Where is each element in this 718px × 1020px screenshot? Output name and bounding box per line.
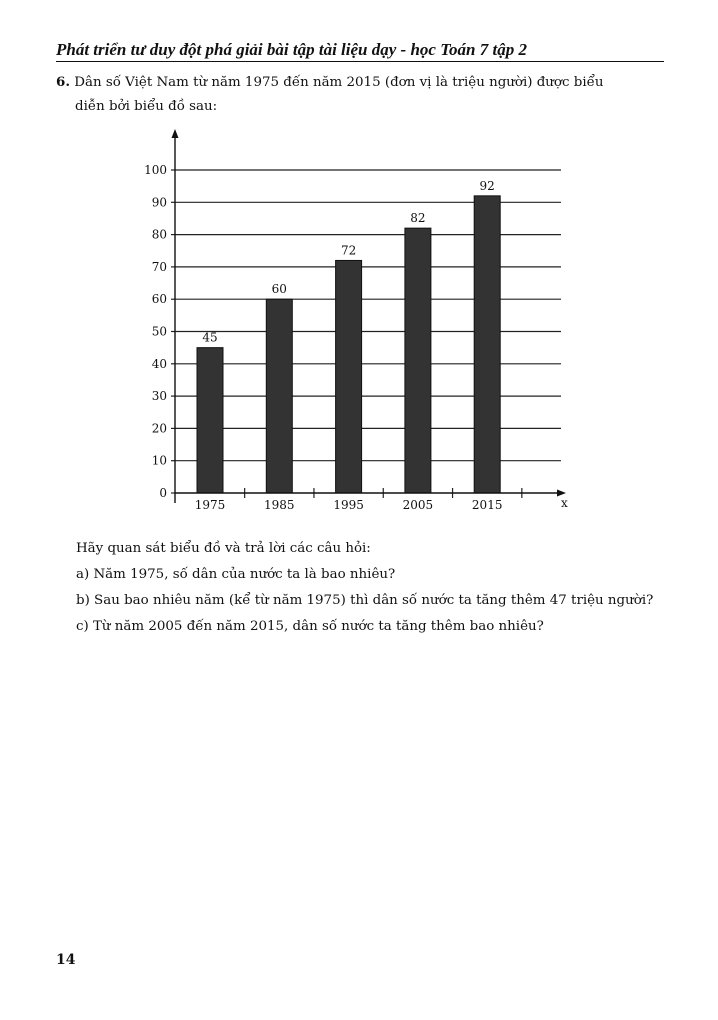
bar (336, 260, 362, 493)
problem-text-line2: diễn bởi biểu đồ sau: (75, 99, 218, 114)
y-tick-label: 50 (151, 324, 167, 339)
running-header: Phát triển tư duy đột phá giải bài tập tài liệu dạy - học Toán 7 tập 2 (56, 40, 527, 59)
problem-statement (56, 70, 666, 119)
x-tick-label: 1995 (333, 498, 364, 512)
y-axis-arrow (172, 129, 179, 138)
x-tick-label: 1985 (264, 498, 295, 512)
page-number: 14 (56, 952, 76, 968)
chart-canvas (130, 126, 580, 518)
y-tick-label: 70 (151, 259, 167, 274)
y-tick-label: 60 (151, 292, 167, 307)
problem-text-line1: Dân số Việt Nam từ năm 1975 đến năm 2015 (đơn vị là triệu người) được biểu (74, 75, 604, 90)
y-tick-label: 90 (151, 195, 167, 210)
y-tick-label: 30 (151, 389, 167, 404)
data-label: 92 (479, 178, 495, 193)
y-tick-label: 0 (159, 486, 167, 500)
questions-intro: Hãy quan sát biểu đồ và trả lời các câu hỏi: (76, 541, 371, 556)
data-label: 45 (202, 330, 218, 345)
problem-number: 6. (56, 74, 70, 90)
questions (76, 536, 676, 640)
bar (474, 196, 500, 493)
header-rule (56, 61, 664, 62)
bar (266, 299, 292, 493)
bar (405, 228, 431, 493)
x-axis-label: x (561, 496, 568, 510)
y-tick-label: 40 (151, 356, 167, 371)
population-bar-chart (130, 126, 580, 518)
y-tick-label: 20 (151, 421, 167, 436)
x-tick-label: 2005 (402, 498, 434, 512)
question-b: b) Sau bao nhiêu năm (kể từ năm 1975) thì dân số nước ta tăng thêm 47 triệu người? (76, 593, 654, 608)
data-label: 72 (340, 243, 357, 258)
x-tick-label: 2015 (471, 498, 503, 512)
bar (197, 348, 223, 493)
question-a: a) Năm 1975, số dân của nước ta là bao nhiêu? (76, 567, 396, 582)
y-tick-label: 80 (151, 227, 167, 242)
y-tick-label: 100 (144, 163, 167, 177)
y-tick-label: 10 (151, 453, 167, 468)
x-tick-label: 1975 (194, 498, 226, 512)
data-label: 60 (271, 282, 287, 297)
question-c: c) Từ năm 2005 đến năm 2015, dân số nước ta tăng thêm bao nhiêu? (76, 619, 544, 634)
data-label: 82 (410, 211, 426, 226)
